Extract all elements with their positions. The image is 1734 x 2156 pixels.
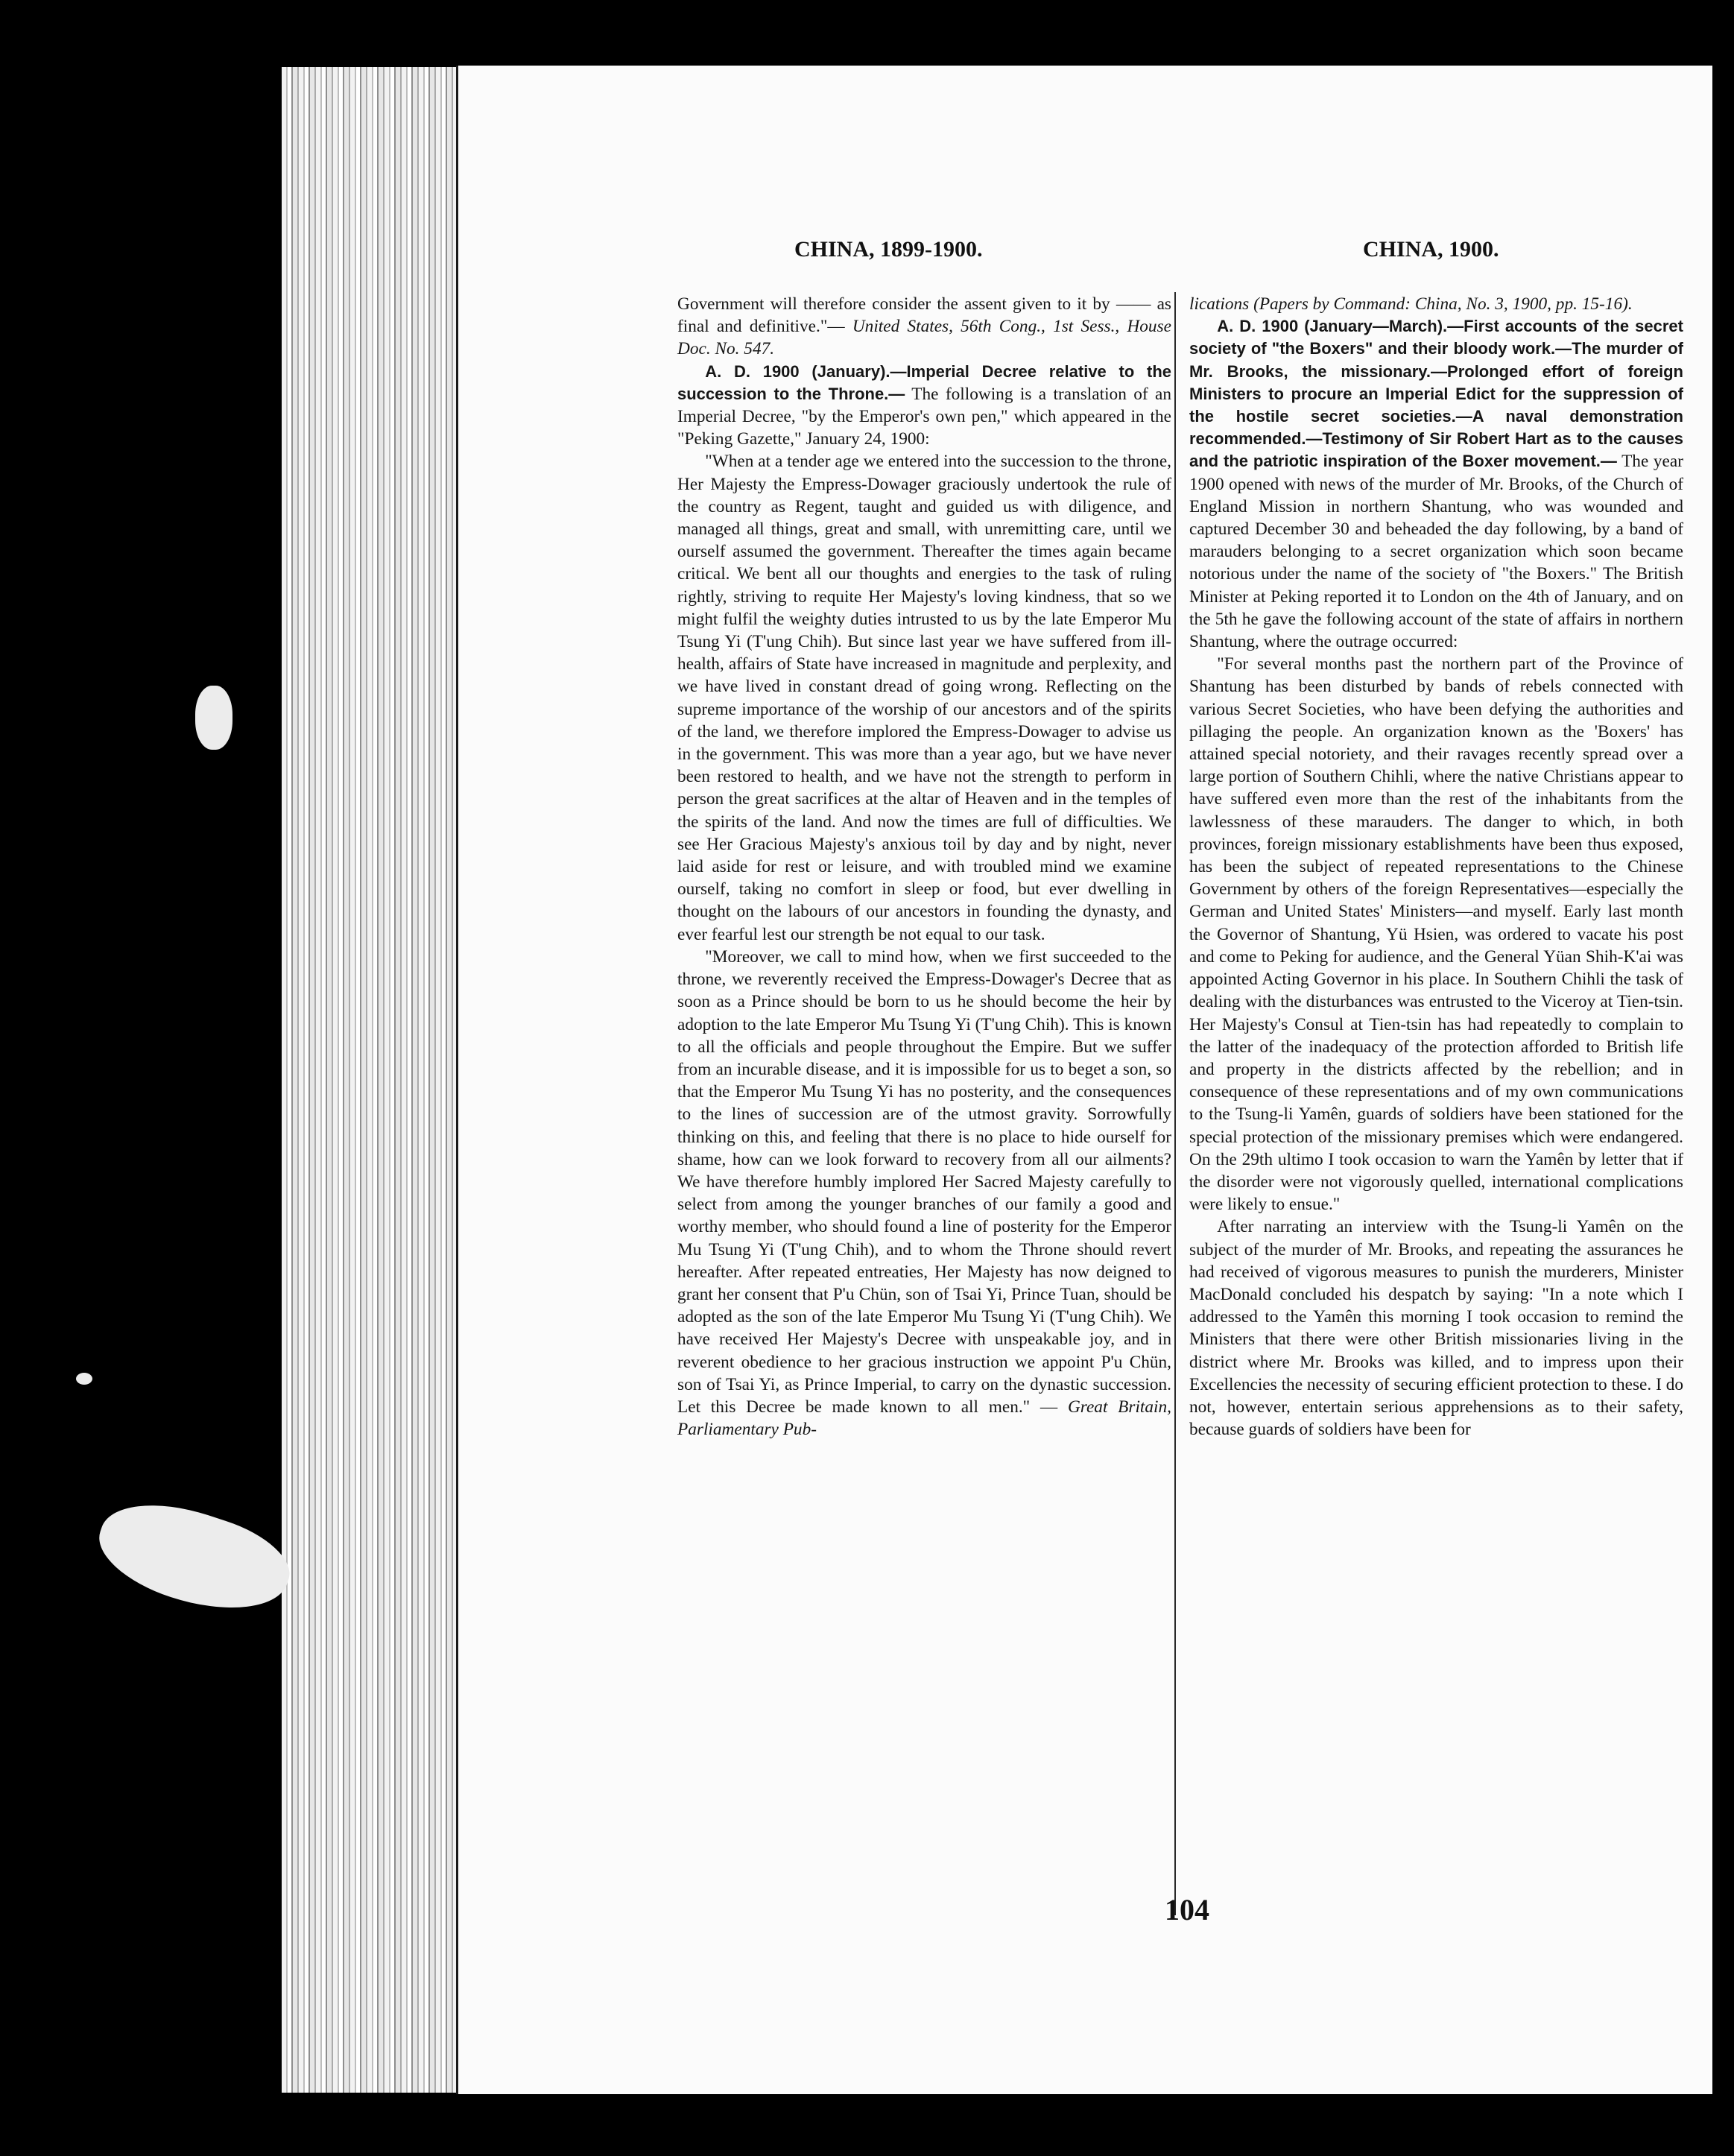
right-column — [1189, 293, 1683, 1441]
running-header-left: CHINA, 1899-1900. — [794, 237, 983, 262]
paper-fragment — [195, 686, 232, 750]
paragraph — [677, 361, 1171, 451]
left-column — [677, 293, 1171, 1441]
column-divider — [1174, 292, 1176, 1915]
paragraph — [677, 293, 1171, 361]
citation: United States, 56th Cong., 1st Sess., House Doc. No. 547. — [677, 317, 1171, 359]
paragraph — [1189, 293, 1683, 315]
paragraph-text: Government will therefore consider the assent given to it by —— as final and definitive."— — [677, 294, 1171, 337]
page-stack-edges — [282, 67, 459, 2093]
paragraph-text: The year 1900 opened with news of the murder of Mr. Brooks, of the Church of England Mission in northern Shantung, who was wounded and captured December 30 and beheaded the day following, by a band of marauders belonging to a secret organization which soon became notorious under the name of the society of "the Boxers." The British Minister at Peking reported it to London on the 4th of January, and on the 5th he gave the following account of the state of affairs in northern Shantung, where the outrage occurred: — [1189, 452, 1683, 652]
citation: lications (Papers by Command: China, No. 3, 1900, pp. 15-16). — [1189, 294, 1633, 314]
paragraph: "For several months past the northern part of the Province of Shantung has been disturbed by bands of rebels connected with various Secret Societies, who have been defying the authorities and pillaging the people. An organization known as the 'Boxers' has attained special notoriety, and their ravages recently spread over a large portion of Southern Chihli, where the native Christians appear to have suffered even more than the rest of the inhabitants from the lawlessness of these marauders. The danger to which, in both provinces, foreign missionary establishments have been thus exposed, has been the subject of repeated representations to the Chinese Government by others of the foreign Representatives—especially the German and United States' Ministers—and myself. Early last month the Governor of Shantung, Yü Hsien, was ordered to vacate his post and come to Peking for audience, and the General Yüan Shih-K'ai was appointed Acting Governor in his place. In Southern Chihli the task of dealing with the disturbances was entrusted to the Viceroy at Tien-tsin. Her Majesty's Consul at Tien-tsin has had repeatedly to complain to the latter of the inadequacy of the protection afforded to British life and property in the districts affected by the rebellion; and in consequence of these representations and of my own communications to the Tsung-li Yamên, guards of soldiers have been stationed for the special protection of the missionary premises which were endangered. On the 29th ultimo I took occasion to warn the Yamên by letter that if the disorder were not vigorously quelled, international complications were likely to ensue." — [1189, 654, 1683, 1215]
entry-heading: A. D. 1900 (January).—Imperial Decree relative to the succession to the Throne.— — [677, 361, 1171, 403]
page-number: 104 — [1165, 1893, 1209, 1926]
paragraph-text: The following is a translation of an Imperial Decree, "by the Emperor's own pen," which appeared in the "Peking Gazette," January 24, 1900: — [677, 384, 1172, 449]
paragraph — [1189, 315, 1683, 653]
paper-fragment — [76, 1373, 92, 1385]
paragraph-text: "Moreover, we call to mind how, when we first succeeded to the throne, we reverently received the Empress-Dowager's Decree that as soon as a Prince should be born to us he should become the heir by adoption to the late Emperor Mu Tsung Yi (T'ung Chih). This is known to all the officials and people throughout the Empire. But we suffer from an incurable disease, and it is impossible for us to beget a son, so that the Emperor Mu Tsung Yi has no posterity, and the consequences to the lines of succession are of the utmost gravity. Sorrowfully thinking on this, and feeling that there is no place to hide ourself for shame, how can we look forward to recovery from all our ailments? We have therefore humbly implored Her Sacred Majesty carefully to select from among the younger branches of our family a good and worthy member, who should found a line of posterity for the Emperor Mu Tsung Yi (T'ung Chih), and to whom the Throne should revert hereafter. After repeated entreaties, Her Majesty has now deigned to grant her consent that P'u Chün, son of Tsai Yi, Prince Tuan, should be adopted as the son of the late Emperor Mu Tsung Yi (T'ung Chih). We have received Her Majesty's Decree with unspeakable joy, and in reverent obedience to her gracious instruction we appoint P'u Chün, son of Tsai Yi, as Prince Imperial, to carry on the dynastic succession. Let this Decree be made known to all men." — — [677, 946, 1171, 1417]
paragraph — [677, 946, 1171, 1441]
paragraph: After narrating an interview with the Tsung-li Yamên on the subject of the murder of Mr. Brooks, and repeating the assurances he had received of vigorous measures to punish the murderers, Minister MacDonald concluded his despatch by saying: "In a note which I addressed to the Yamên this morning I took occasion to remind the Ministers that there were other British missionaries living in the district where Mr. Brooks was killed, and to impress upon their Excellencies the necessity of securing efficient protection to these. I do not, however, entertain serious apprehensions as to their safety, because guards of soldiers have been for — [1189, 1217, 1683, 1440]
paragraph: "When at a tender age we entered into the succession to the throne, Her Majesty the Empress-Dowager graciously undertook the rule of the country as Regent, taught and guided us with diligence, and managed all things, great and small, with unremitting care, until we ourself assumed the government. Thereafter the times again became critical. We bent all our thoughts and energies to the task of ruling rightly, striving to requite Her Majesty's loving kindness, that so we might fulfil the weighty duties intrusted to us by the late Emperor Mu Tsung Yi (T'ung Chih). But since last year we have suffered from ill-health, affairs of State have increased in magnitude and perplexity, and we have lived in constant dread of going wrong. Reflecting on the supreme importance of the worship of our ancestors and of the spirits of the land, we therefore implored the Empress-Dowager to advise us in the government. This was more than a year ago, but we have never been restored to health, and we have not the strength to perform in person the great sacrifices at the altar of Heaven and in the temples of the spirits of the land. And now the times are full of difficulties. We see Her Gracious Majesty's anxious toil by day and by night, never laid aside for rest or leisure, and with troubled mind we examine ourself, taking no comfort in sleep or food, but ever dwelling in thought on the labours of our ancestors in founding the dynasty, and ever fearful lest our strength be not equal to our task. — [677, 452, 1171, 944]
citation: Great Britain, Parliamentary Pub- — [677, 1397, 1171, 1440]
entry-heading: A. D. 1900 (January—March).—First accounts of the secret society of "the Boxers" and their bloody work.—The murder of Mr. Brooks, the missionary.—Prolonged effort of foreign Ministers to procure an Imperial Edict for the suppression of the hostile secret societies.—A naval demonstration recommended.—Testimony of Sir Robert Hart as to the causes and the patriotic inspiration of the Boxer movement.— — [1189, 317, 1683, 471]
paper-fragment — [88, 1485, 300, 1630]
running-header-right: CHINA, 1900. — [1363, 237, 1499, 262]
